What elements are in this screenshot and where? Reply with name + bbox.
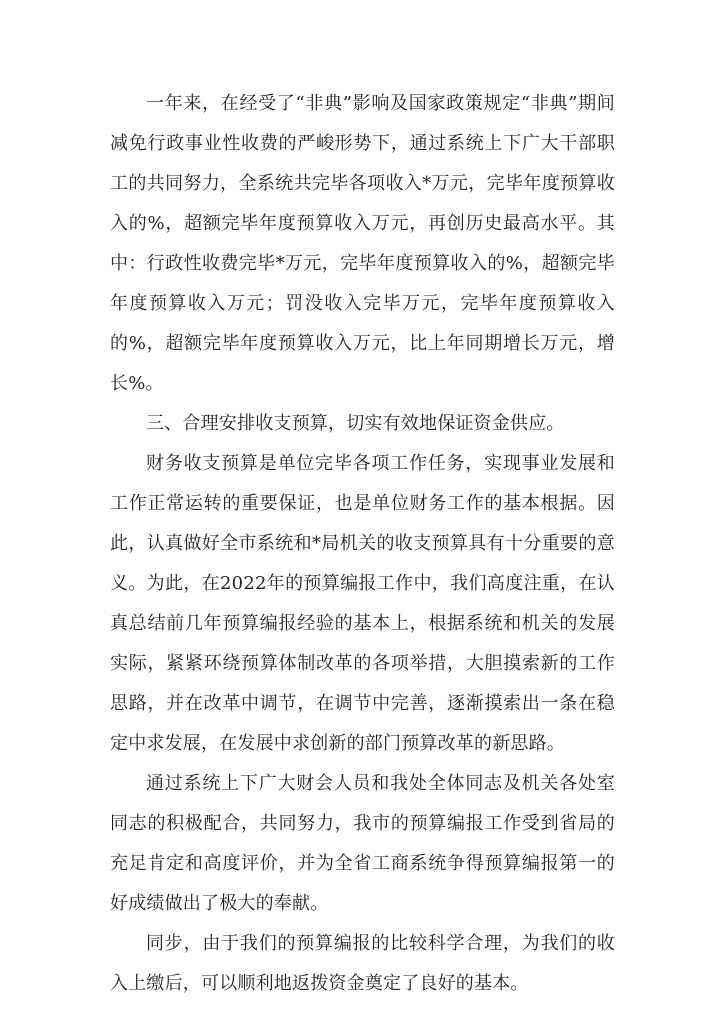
section-heading-budget-arrangement: 三、合理安排收支预算，切实有效地保证资金供应。 (146, 413, 565, 434)
document-body (110, 84, 615, 1004)
paragraph-annual-revenue: 一年来，在经受了“非典”影响及国家政策规定“非典”期间减免行政事业性收费的严峻形势下，通过系统上下广大干部职工的共同努力，全系统共完毕各项收入*万元，完毕年度预算收入的%，超额完毕年度预算收入万元，再创历史最高水平。其中：行政性收费完毕*万元，完毕年度预算收入的%，超额完毕年度预算收入万元；罚没收入完毕万元，完毕年度预算收入的%，超额完毕年度预算收入万元，比上年同期增长万元，增长%。 (110, 93, 615, 394)
paragraph-cooperation: 通过系统上下广大财会人员和我处全体同志及机关各处室同志的积极配合，共同努力，我市的预算编报工作受到省局的充足肯定和高度评价，并为全省工商系统争得预算编报第一的好成绩做出了极大的奉献。 (110, 773, 615, 914)
paragraph-fund-return: 同步，由于我们的预算编报的比较科学合理，为我们的收入上缴后，可以顺利地返拨资金奠定了良好的基本。 (110, 933, 615, 994)
paragraph-budget-importance: 财务收支预算是单位完毕各项工作任务，实现事业发展和工作正常运转的重要保证，也是单位财务工作的基本根据。因此，认真做好全市系统和*局机关的收支预算具有十分重要的意义。为此，在2022年的预算编报工作中，我们高度注重，在认真总结前几年预算编报经验的基本上，根据系统和机关的发展实际，紧紧环绕预算体制改革的各项举措，大胆摸索新的工作思路，并在改革中调节，在调节中完善，逐渐摸索出一条在稳定中求发展，在发展中求创新的部门预算改革的新思路。 (110, 453, 615, 754)
